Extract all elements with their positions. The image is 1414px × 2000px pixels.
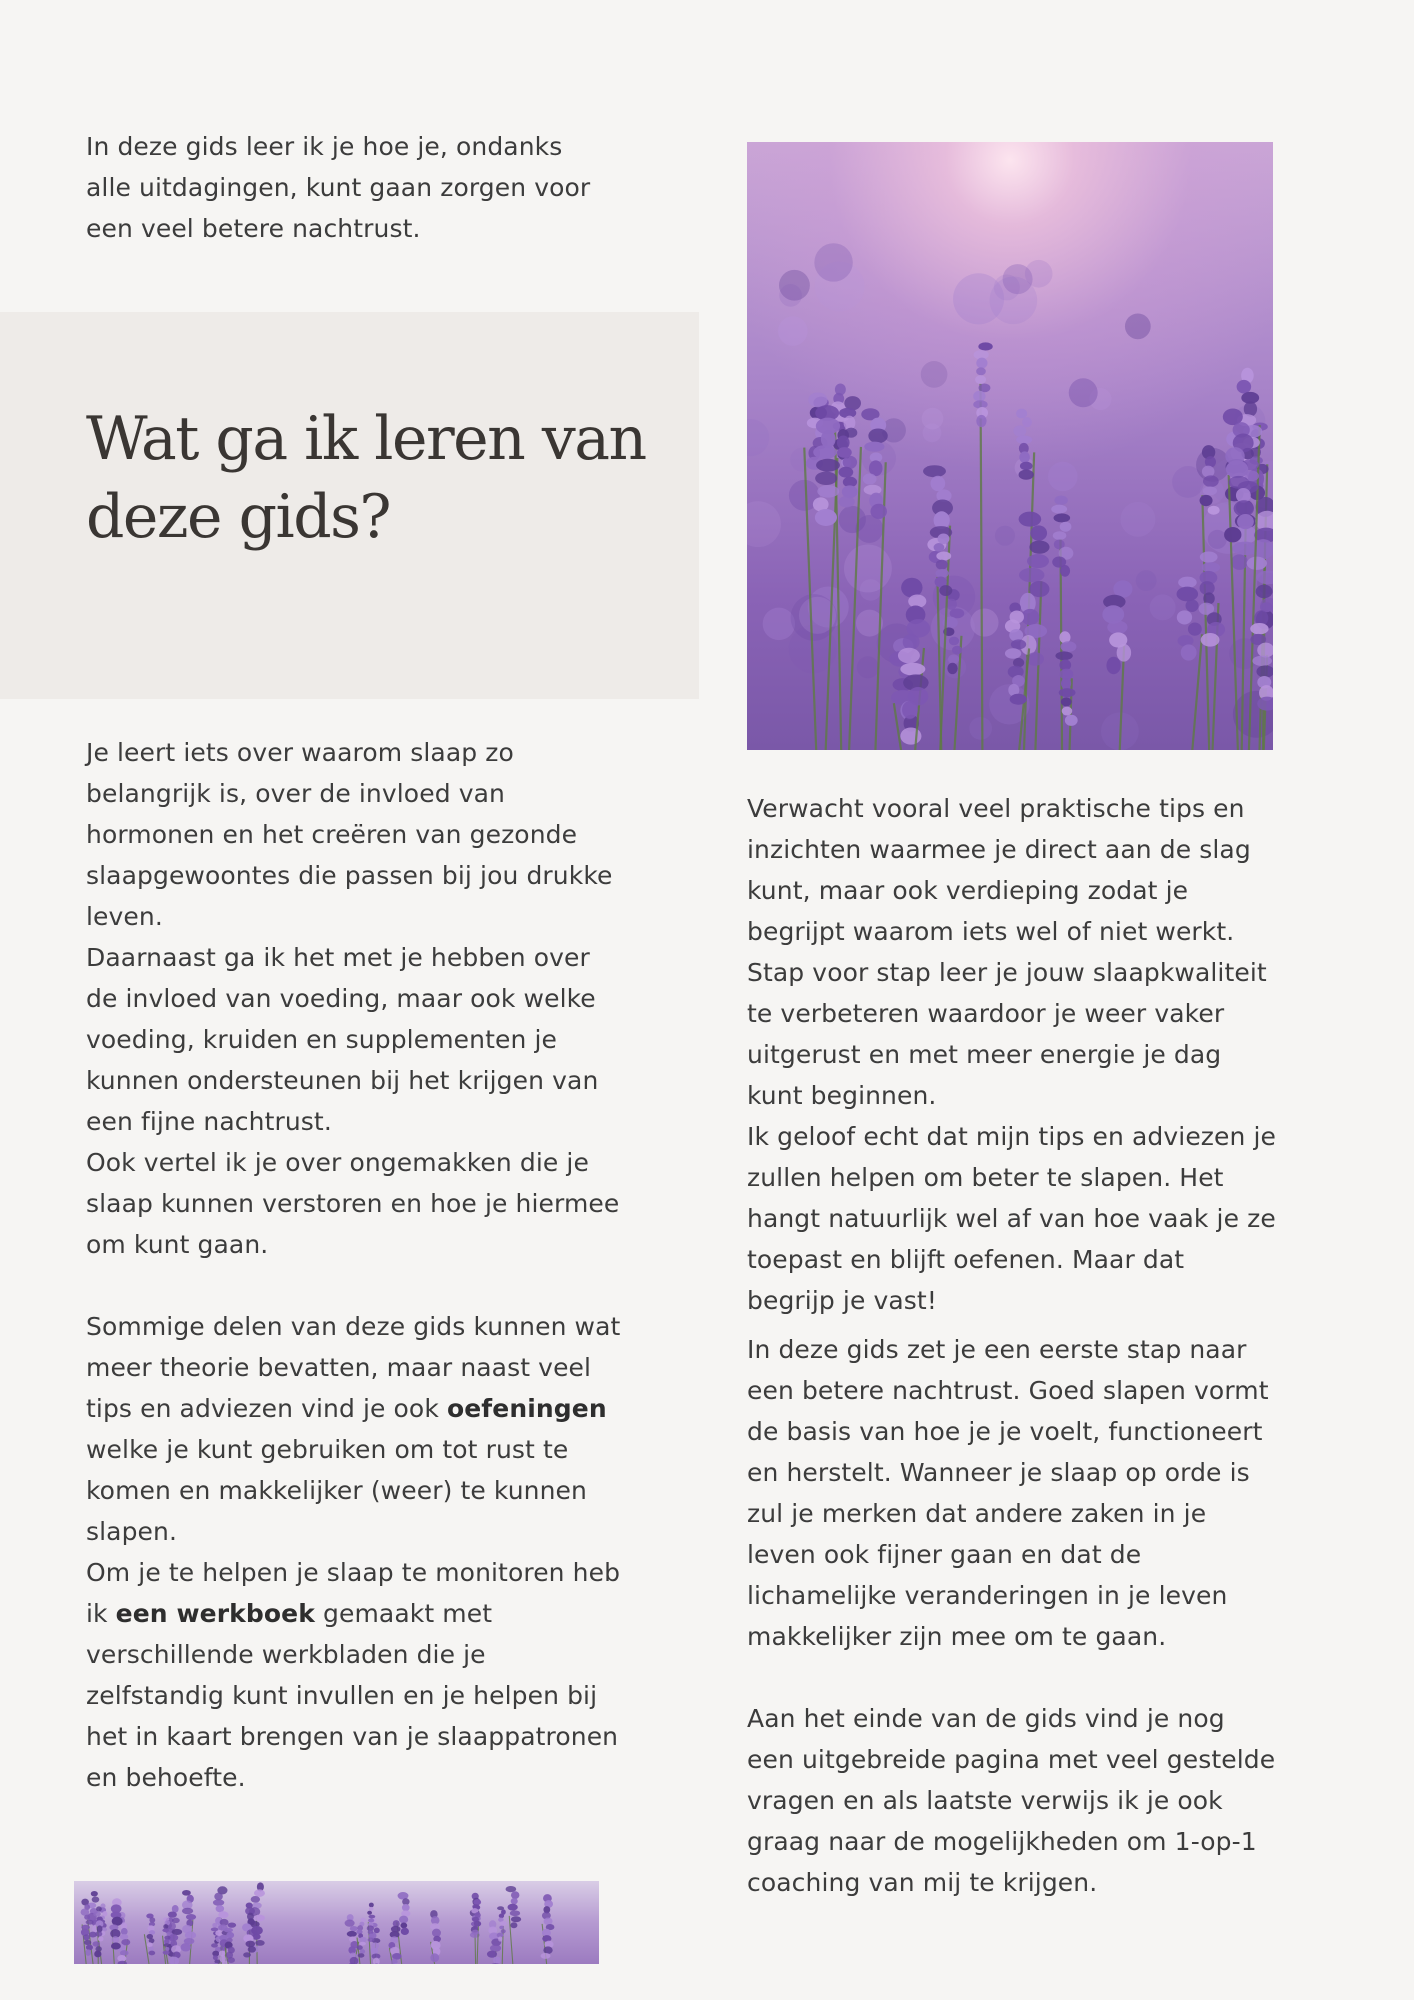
left-paragraph-5-text-end: gemaakt met verschillende werkbladen die je zelfstandig kunt invullen en je helpen bij het in kaart brengen van je slaappatronen en behoefte. bbox=[86, 1599, 619, 1792]
spacer bbox=[86, 1265, 626, 1306]
left-paragraph-5-text: Om je te helpen je slaap te monitoren heb ik bbox=[86, 1558, 621, 1628]
right-paragraph-4: In deze gids zet je een eerste stap naar een betere nachtrust. Goed slapen vormt de basis van hoe je je voelt, functioneert en herstelt. Wanneer je slaap op orde is zul je merken dat andere zaken in je leven ook fijner gaan en dat de lichamelijke veranderingen in je leven makkelijker zijn mee om te gaan. bbox=[747, 1335, 1269, 1651]
exercises-emphasis: oefeningen bbox=[446, 1394, 607, 1423]
left-paragraph-1: Je leert iets over waarom slaap zo belangrijk is, over de invloed van hormonen en het creëren van gezonde slaapgewoontes die passen bij jou drukke leven. bbox=[86, 738, 613, 931]
left-paragraph-4-text-end: welke je kunt gebruiken om tot rust te komen en makkelijker (weer) te kunnen slapen. bbox=[86, 1435, 587, 1546]
left-paragraph-5 bbox=[86, 1552, 626, 1798]
left-paragraph-2: Daarnaast ga ik het met je hebben over de invloed van voeding, maar ook welke voeding, kruiden en supplementen je kunnen ondersteunen bij het krijgen van een fijne nachtrust. bbox=[86, 943, 599, 1136]
lavender-photo bbox=[747, 142, 1273, 750]
lavender-strip-photo bbox=[74, 1881, 599, 1964]
workbook-emphasis: een werkboek bbox=[115, 1599, 315, 1628]
right-paragraph-1: Verwacht vooral veel praktische tips en inzichten waarmee je direct aan de slag kunt, maar ook verdieping zodat je begrijpt waarom iets wel of niet werkt. bbox=[747, 794, 1251, 946]
left-column bbox=[86, 732, 626, 1798]
left-paragraph-4-text: Sommige delen van deze gids kunnen wat meer theorie bevatten, maar naast veel tips en adviezen vind je ook bbox=[86, 1312, 621, 1423]
left-paragraph-4 bbox=[86, 1306, 626, 1552]
right-paragraph-5: Aan het einde van de gids vind je nog een uitgebreide pagina met veel gestelde vragen en als laatste verwijs ik je ook graag naar de mogelijkheden om 1-op-1 coaching van mij te krijgen. bbox=[747, 1704, 1276, 1897]
lavender-illustration bbox=[747, 142, 1273, 750]
title-line-1: Wat ga ik leren van bbox=[86, 404, 646, 474]
right-paragraph-3: Ik geloof echt dat mijn tips en adviezen je zullen helpen om beter te slapen. Het hangt natuurlijk wel af van hoe vaak je ze toepast en blijft oefenen. Maar dat begrijp je vast! bbox=[747, 1122, 1277, 1315]
spacer bbox=[747, 1657, 1277, 1698]
lavender-strip-illustration bbox=[74, 1881, 599, 1964]
right-column bbox=[747, 788, 1277, 1903]
title-line-2: deze gids? bbox=[86, 482, 391, 552]
intro-text: In deze gids leer ik je hoe je, ondanks alle uitdagingen, kunt gaan zorgen voor een veel betere nachtrust. bbox=[86, 132, 591, 243]
page-title bbox=[86, 400, 666, 556]
spacer bbox=[747, 1321, 1277, 1329]
left-paragraph-3: Ook vertel ik je over ongemakken die je slaap kunnen verstoren en hoe je hiermee om kunt gaan. bbox=[86, 1148, 620, 1259]
right-paragraph-2: Stap voor stap leer je jouw slaapkwaliteit te verbeteren waardoor je weer vaker uitgerust en met meer energie je dag kunt beginnen. bbox=[747, 958, 1267, 1110]
